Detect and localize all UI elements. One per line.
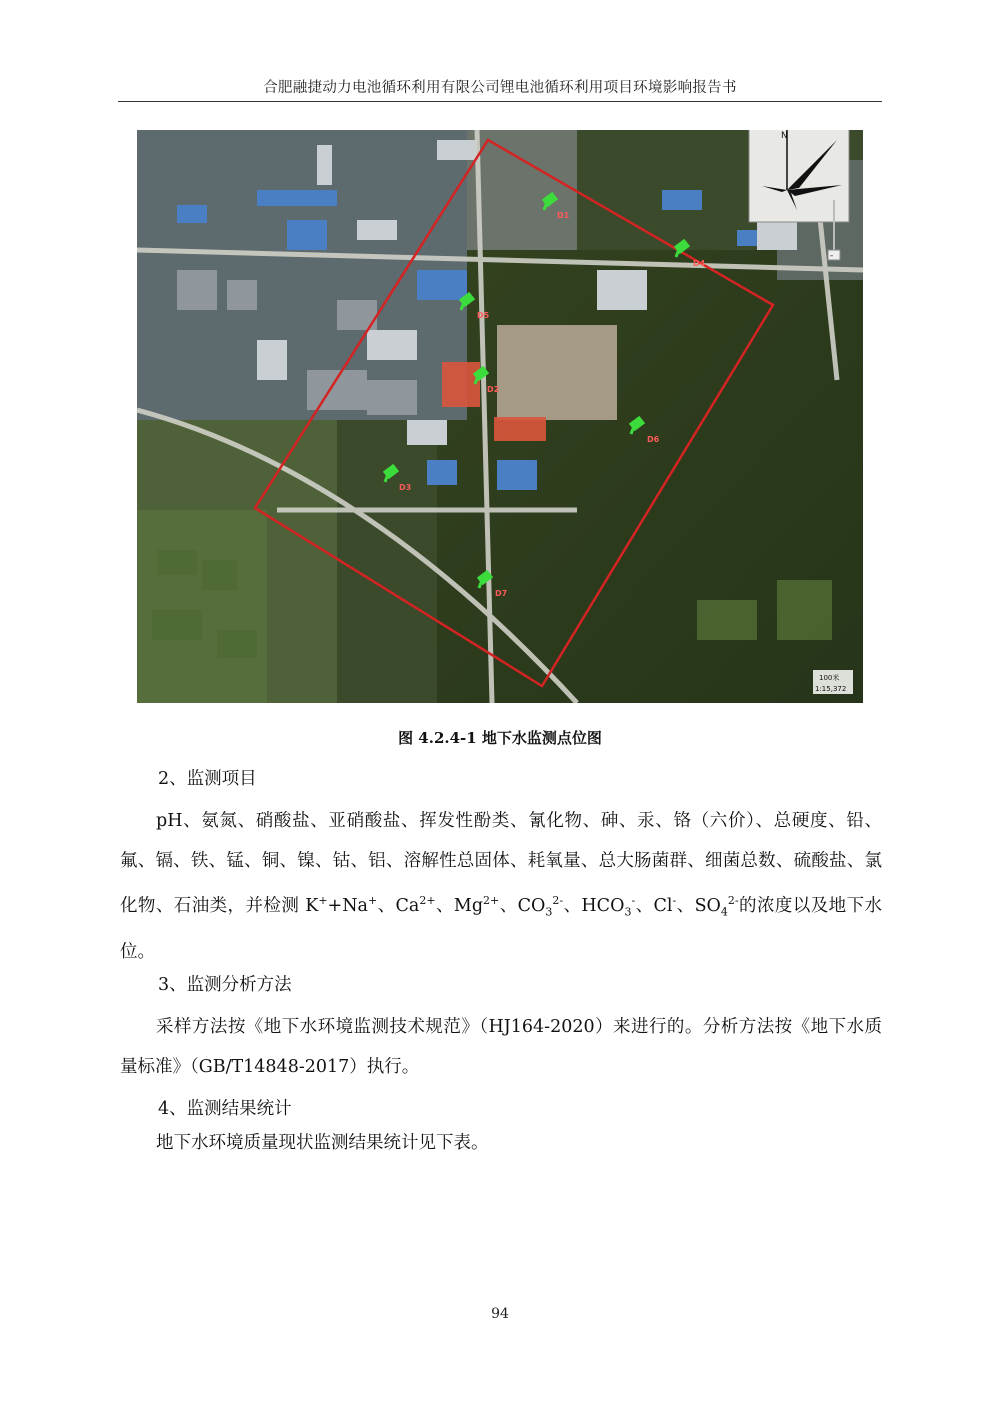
heading-monitoring-items: 2、监测项目 — [158, 769, 257, 789]
svg-text:D4: D4 — [693, 259, 706, 268]
svg-text:N: N — [781, 131, 788, 141]
svg-text:D5: D5 — [477, 311, 490, 320]
paragraph-monitoring-items: pH、氨氮、硝酸盐、亚硝酸盐、挥发性酚类、氰化物、砷、汞、铬（六价）、总硬度、铅、氟、镉、铁、锰、铜、镍、钴、铝、溶解性总固体、耗氧量、总大肠菌群、细菌总数、硫酸盐、氯化物、石油类，并检测 K++Na+、$Ca^{2+}$、$Mg^{2+}$、$CO_3^{2-}$、$HCO_3^-$、Cl-、$SO_4^{2-}$的浓度以及地下水位。 — [120, 811, 883, 963]
running-header: 合肥融捷动力电池循环利用有限公司锂电池循环利用项目环境影响报告书 — [263, 80, 737, 96]
header-rule — [118, 101, 882, 102]
site-area-south — [494, 417, 546, 441]
svg-text:100米: 100米 — [819, 674, 840, 682]
figure-caption: 图 4.2.4-1 地下水监测点位图 — [398, 729, 602, 747]
svg-text:D3: D3 — [399, 483, 412, 492]
satellite-map — [137, 130, 863, 703]
scale-bar — [813, 670, 853, 694]
svg-text:D1: D1 — [557, 211, 570, 220]
monitoring-map-figure — [137, 130, 863, 703]
paragraph-analysis-method: 采样方法按《地下水环境监测技术规范》（HJ164-2020）来进行的。分析方法按《地下水质量标准》（GB/T14848-2017）执行。 — [120, 1017, 882, 1077]
site-area-north — [442, 362, 480, 407]
page-number: 94 — [491, 1306, 509, 1322]
svg-text:-: - — [830, 251, 834, 261]
svg-text:D7: D7 — [495, 589, 508, 598]
paragraph-result-statistics: 地下水环境质量现状监测结果统计见下表。 — [156, 1133, 489, 1153]
heading-result-statistics: 4、监测结果统计 — [158, 1099, 292, 1119]
svg-text:D2: D2 — [487, 385, 500, 394]
svg-text:1:15,372: 1:15,372 — [815, 685, 847, 693]
heading-analysis-method: 3、监测分析方法 — [158, 975, 292, 995]
svg-text:D6: D6 — [647, 435, 660, 444]
